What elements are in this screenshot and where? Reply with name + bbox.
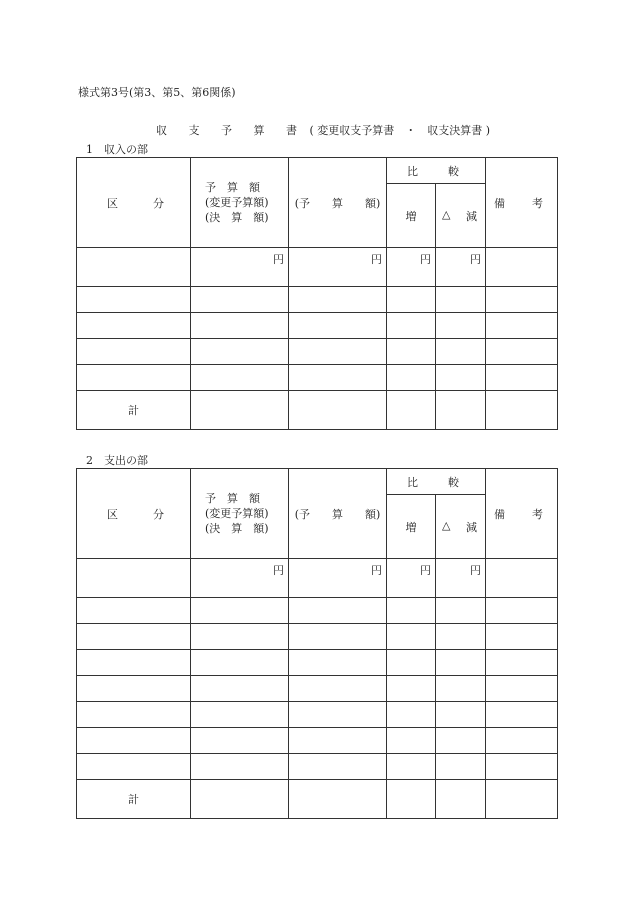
unit-label: 円 — [436, 559, 486, 598]
cell[interactable] — [77, 702, 191, 728]
cell[interactable] — [436, 391, 486, 430]
cell[interactable] — [436, 287, 486, 313]
cell-bikou[interactable] — [486, 559, 558, 598]
cell[interactable] — [289, 339, 387, 365]
cell[interactable] — [191, 365, 289, 391]
cell[interactable] — [191, 287, 289, 313]
cell[interactable] — [486, 287, 558, 313]
header-hikaku: 比 較 — [387, 469, 486, 495]
cell[interactable] — [436, 754, 486, 780]
cell[interactable] — [289, 676, 387, 702]
cell[interactable] — [289, 287, 387, 313]
cell[interactable] — [486, 676, 558, 702]
cell[interactable] — [387, 624, 436, 650]
document-title — [156, 122, 490, 138]
cell[interactable] — [77, 676, 191, 702]
cell[interactable] — [436, 702, 486, 728]
cell[interactable] — [387, 287, 436, 313]
cell[interactable] — [289, 598, 387, 624]
unit-label: 円 — [191, 559, 289, 598]
cell[interactable] — [486, 339, 558, 365]
total-row — [77, 391, 558, 430]
cell[interactable] — [289, 624, 387, 650]
title-paren: ( 変更収支予算書 ・ 収支決算書 ) — [309, 124, 491, 137]
cell[interactable] — [191, 313, 289, 339]
table-row — [77, 365, 558, 391]
unit-label: 円 — [387, 248, 436, 287]
cell[interactable] — [289, 754, 387, 780]
cell[interactable] — [387, 391, 436, 430]
table-row — [77, 248, 558, 287]
cell[interactable] — [289, 702, 387, 728]
cell[interactable] — [191, 650, 289, 676]
cell[interactable] — [191, 598, 289, 624]
header-kubun: 区 分 — [77, 469, 191, 559]
total-label: 計 — [77, 391, 191, 430]
header-bikou: 備 考 — [486, 469, 558, 559]
header-gen: △ 減 — [436, 184, 486, 248]
income-section-title: 1 収入の部 — [86, 143, 148, 156]
header-gen: △ 減 — [436, 495, 486, 559]
cell[interactable] — [486, 780, 558, 819]
cell[interactable] — [387, 339, 436, 365]
cell[interactable] — [289, 365, 387, 391]
total-row — [77, 780, 558, 819]
cell[interactable] — [387, 676, 436, 702]
total-label: 計 — [77, 780, 191, 819]
expense-section-title: 2 支出の部 — [86, 454, 148, 467]
table-row — [77, 676, 558, 702]
cell[interactable] — [289, 391, 387, 430]
unit-label: 円 — [387, 559, 436, 598]
header-zou: 増 — [387, 184, 436, 248]
cell[interactable] — [436, 313, 486, 339]
table-row — [77, 313, 558, 339]
cell[interactable] — [289, 313, 387, 339]
cell[interactable] — [486, 313, 558, 339]
cell[interactable] — [387, 702, 436, 728]
cell-bikou[interactable] — [486, 248, 558, 287]
cell[interactable] — [436, 339, 486, 365]
cell[interactable] — [77, 754, 191, 780]
cell[interactable] — [387, 650, 436, 676]
cell[interactable] — [289, 650, 387, 676]
cell[interactable] — [436, 650, 486, 676]
cell[interactable] — [486, 391, 558, 430]
cell[interactable] — [191, 339, 289, 365]
cell[interactable] — [436, 624, 486, 650]
unit-label: 円 — [289, 559, 387, 598]
cell[interactable] — [77, 365, 191, 391]
cell[interactable] — [77, 624, 191, 650]
cell[interactable] — [486, 650, 558, 676]
table-row — [77, 624, 558, 650]
table-row — [77, 702, 558, 728]
header-kubun: 区 分 — [77, 158, 191, 248]
cell[interactable] — [191, 391, 289, 430]
cell[interactable] — [289, 728, 387, 754]
unit-label: 円 — [289, 248, 387, 287]
table-row — [77, 754, 558, 780]
cell[interactable] — [191, 624, 289, 650]
cell[interactable] — [191, 754, 289, 780]
cell-kubun[interactable] — [77, 248, 191, 287]
table-row — [77, 287, 558, 313]
header-yosan: 予 算 額 (変更予算額) (決 算 額) — [191, 469, 289, 559]
cell[interactable] — [191, 728, 289, 754]
cell[interactable] — [387, 598, 436, 624]
table-row — [77, 650, 558, 676]
cell[interactable] — [486, 754, 558, 780]
cell[interactable] — [191, 702, 289, 728]
cell[interactable] — [436, 728, 486, 754]
header-hikaku: 比 較 — [387, 158, 486, 184]
table-row — [77, 728, 558, 754]
cell[interactable] — [77, 650, 191, 676]
title-main: 収 支 予 算 書 — [156, 124, 306, 137]
cell[interactable] — [486, 624, 558, 650]
cell[interactable] — [77, 598, 191, 624]
cell[interactable] — [77, 728, 191, 754]
cell[interactable] — [191, 780, 289, 819]
header-zou: 増 — [387, 495, 436, 559]
header-yosan2: (予 算 額) — [289, 469, 387, 559]
cell[interactable] — [486, 702, 558, 728]
header-bikou: 備 考 — [486, 158, 558, 248]
form-number: 様式第3号(第3、第5、第6関係) — [78, 86, 236, 99]
cell[interactable] — [289, 780, 387, 819]
cell[interactable] — [77, 339, 191, 365]
expense-table — [76, 468, 558, 819]
table-row — [77, 339, 558, 365]
unit-label: 円 — [436, 248, 486, 287]
cell[interactable] — [486, 365, 558, 391]
table-row — [77, 559, 558, 598]
header-yosan: 予 算 額 (変更予算額) (決 算 額) — [191, 158, 289, 248]
cell[interactable] — [387, 754, 436, 780]
cell[interactable] — [387, 365, 436, 391]
income-table — [76, 157, 558, 430]
cell[interactable] — [436, 598, 486, 624]
cell[interactable] — [486, 728, 558, 754]
header-yosan2: (予 算 額) — [289, 158, 387, 248]
cell[interactable] — [486, 598, 558, 624]
cell[interactable] — [387, 780, 436, 819]
unit-label: 円 — [191, 248, 289, 287]
cell-kubun[interactable] — [77, 559, 191, 598]
cell[interactable] — [436, 676, 486, 702]
table-row — [77, 598, 558, 624]
cell[interactable] — [77, 287, 191, 313]
cell[interactable] — [436, 365, 486, 391]
cell[interactable] — [436, 780, 486, 819]
cell[interactable] — [77, 313, 191, 339]
cell[interactable] — [387, 313, 436, 339]
cell[interactable] — [191, 676, 289, 702]
cell[interactable] — [387, 728, 436, 754]
